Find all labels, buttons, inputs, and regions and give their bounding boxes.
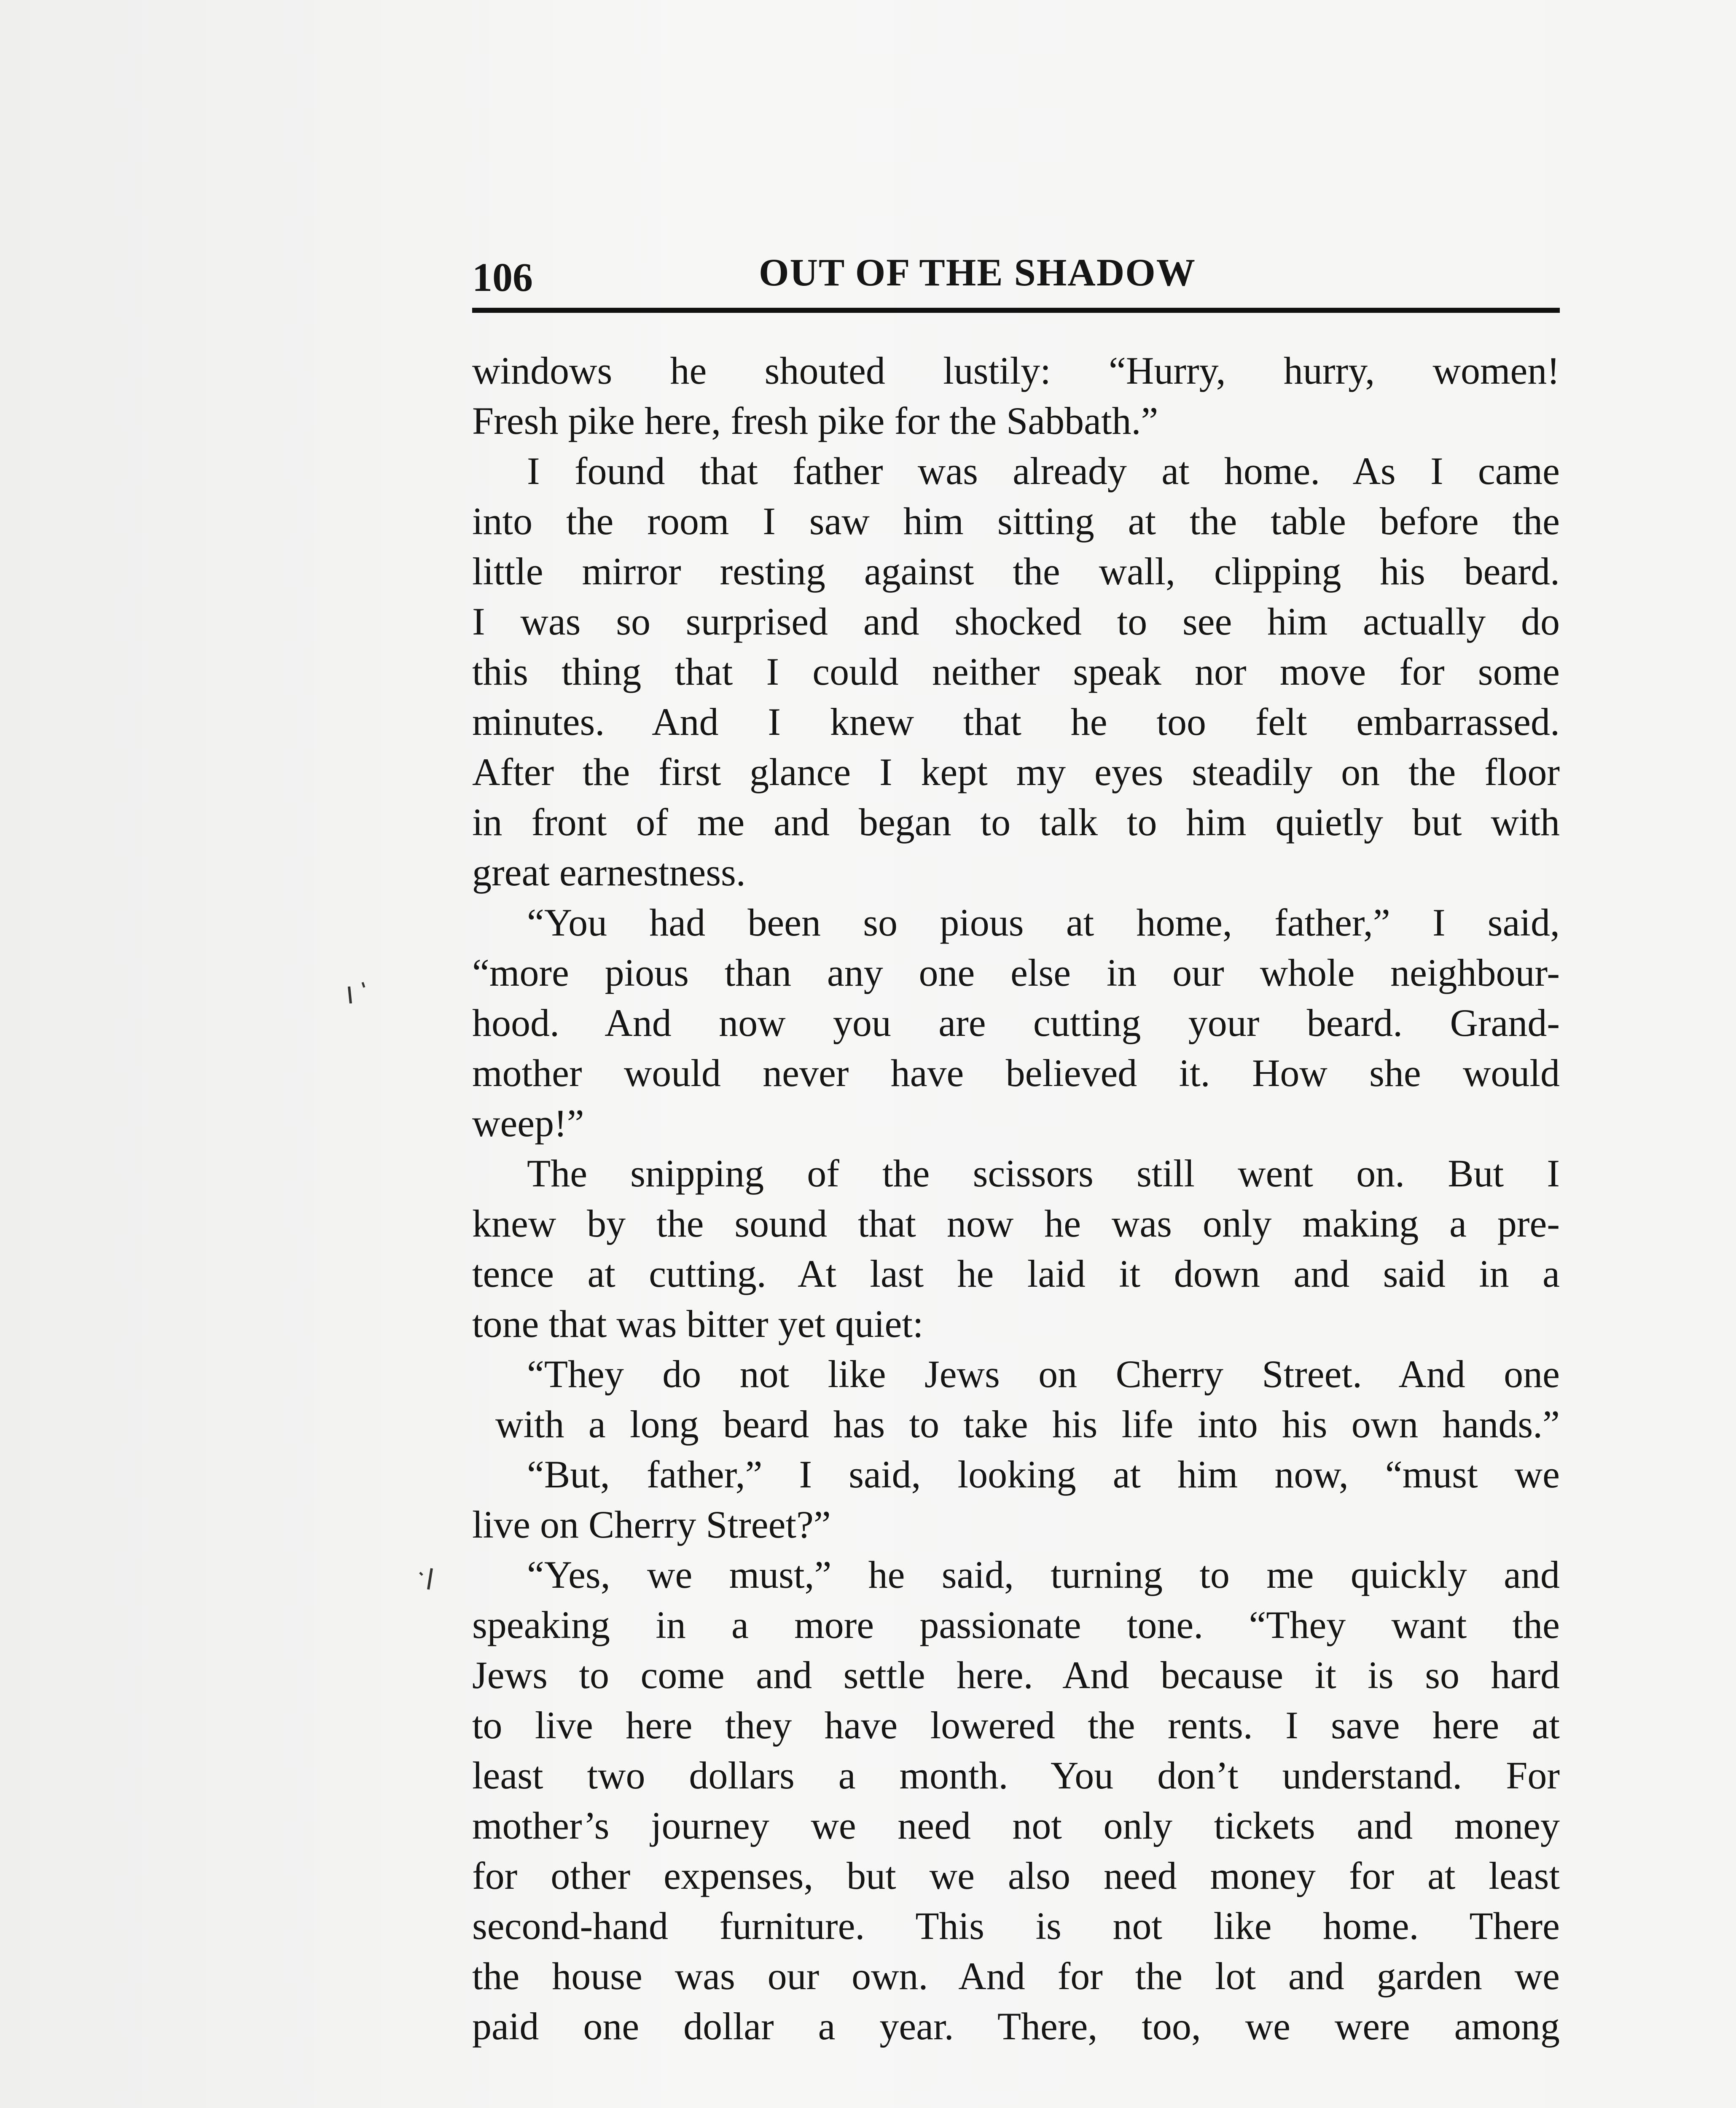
text-line: minutes. And I knew that he too felt embarrassed. <box>472 700 1560 743</box>
text-line: this thing that I could neither speak nor move for some <box>472 650 1560 693</box>
text-line: mother would never have believed it. How she would <box>472 1051 1560 1094</box>
text-line: knew by the sound that now he was only making a pre- <box>472 1202 1560 1245</box>
text-line: Jews to come and settle here. And because it is so hard <box>472 1654 1560 1697</box>
text-line: little mirror resting against the wall, clipping his beard. <box>472 550 1560 593</box>
text-line: After the first glance I kept my eyes steadily on the floor <box>472 750 1560 793</box>
text-line: the house was our own. And for the lot and garden we <box>472 1955 1560 1998</box>
header-rule <box>472 308 1560 313</box>
text-line: to live here they have lowered the rents. I save here at <box>472 1704 1560 1747</box>
text-line: hood. And now you are cutting your beard. Grand- <box>472 1001 1560 1044</box>
text-line: I was so surprised and shocked to see him actually do <box>472 600 1560 643</box>
text-line: live on Cherry Street?” <box>472 1503 831 1546</box>
text-line: tone that was bitter yet quiet: <box>472 1302 924 1345</box>
text-line: “more pious than any one else in our whole neighbour- <box>472 951 1560 994</box>
text-line: weep!” <box>472 1102 584 1145</box>
text-line: in front of me and began to talk to him quietly but with <box>472 801 1560 844</box>
text-line: for other expenses, but we also need money for at least <box>472 1854 1560 1897</box>
text-line: Fresh pike here, fresh pike for the Sabbath.” <box>472 399 1158 442</box>
text-line: second-hand furniture. This is not like home. There <box>472 1904 1560 1947</box>
text-line: with a long beard has to take his life into his own hands.” <box>495 1403 1560 1446</box>
running-title: OUT OF THE SHADOW <box>759 251 1196 294</box>
text-line: “They do not like Jews on Cherry Street. And one <box>527 1352 1560 1395</box>
text-line: least two dollars a month. You don’t understand. For <box>472 1754 1560 1797</box>
page-number: 106 <box>472 255 533 300</box>
text-line: tence at cutting. At last he laid it down and said in a <box>472 1252 1560 1295</box>
text-line: into the room I saw him sitting at the table before the <box>472 500 1560 543</box>
text-line: great earnestness. <box>472 851 746 894</box>
text-line: The snipping of the scissors still went on. But I <box>527 1152 1560 1195</box>
pencil-tick-mark <box>417 1560 443 1594</box>
text-line: “You had been so pious at home, father,” I said, <box>527 901 1560 944</box>
pencil-tick-mark <box>346 978 371 1008</box>
text-line: “Yes, we must,” he said, turning to me quickly and <box>527 1553 1560 1596</box>
text-line: paid one dollar a year. There, too, we were among <box>472 2005 1560 2048</box>
text-line: I found that father was already at home. As I came <box>527 449 1560 492</box>
text-line: speaking in a more passionate tone. “They want the <box>472 1603 1560 1646</box>
text-line: windows he shouted lustily: “Hurry, hurry, women! <box>472 349 1560 392</box>
text-line: mother’s journey we need not only tickets and money <box>472 1804 1560 1847</box>
text-line: “But, father,” I said, looking at him now, “must we <box>527 1453 1560 1496</box>
body-text <box>472 346 1560 2052</box>
